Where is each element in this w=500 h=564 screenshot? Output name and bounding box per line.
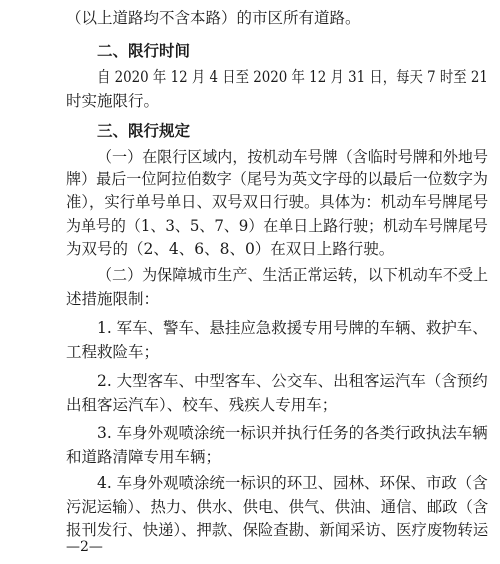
section-heading: 三、限行规定 <box>97 122 191 140</box>
text-line: （一）在限行区域内，按机动车号牌（含临时号牌和外地号 <box>97 148 489 166</box>
text-line: 4. 车身外观喷涂统一标识的环卫、园林、环保、市政（含 <box>97 474 488 492</box>
text-line: 述措施限制： <box>66 290 160 308</box>
page-number: —2— <box>66 539 103 555</box>
text-line: 1. 军车、警车、悬挂应急救援专用号牌的车辆、救护车、 <box>97 319 488 337</box>
text-line: 出租客运汽车）、校车、残疾人专用车； <box>66 396 338 414</box>
text-line: 为单号的（1、3、5、7、9）在单日上路行驶；机动车号牌尾号 <box>66 217 488 235</box>
text-line: 报刊发行、快递）、押款、保险查勘、新闻采访、医疗废物转运 <box>66 521 489 539</box>
section-heading: 二、限行时间 <box>97 42 191 60</box>
text-line: 准），实行单号单日、双号双日行驶。具体为：机动车号牌尾号 <box>66 193 489 211</box>
text-line: 3. 车身外观喷涂统一标识并执行任务的各类行政执法车辆 <box>97 424 488 442</box>
text-line: 牌）最后一位阿拉伯数字（尾号为英文字母的以最后一位数字为 <box>66 170 489 188</box>
text-line: （二）为保障城市生产、生活正常运转，以下机动车不受上 <box>97 266 489 284</box>
text-line: 时实施限行。 <box>66 92 160 110</box>
text-line: 自 2020 年 12 月 4 日至 2020 年 12 月 31 日，每天 7 时至 21 <box>97 68 488 86</box>
text-line: 2. 大型客车、中型客车、公交车、出租客运汽车（含预约 <box>97 372 488 390</box>
text-line: 和道路清障专用车辆； <box>66 448 222 466</box>
text-line: （以上道路均不含本路）的市区所有道路。 <box>66 9 361 27</box>
text-line: 污泥运输）、热力、供水、供电、供气、供油、通信、邮政（含 <box>66 498 489 516</box>
text-line: 工程救险车； <box>66 343 160 361</box>
text-line: 为双号的（2、4、6、8、0）在双日上路行驶。 <box>66 240 395 258</box>
